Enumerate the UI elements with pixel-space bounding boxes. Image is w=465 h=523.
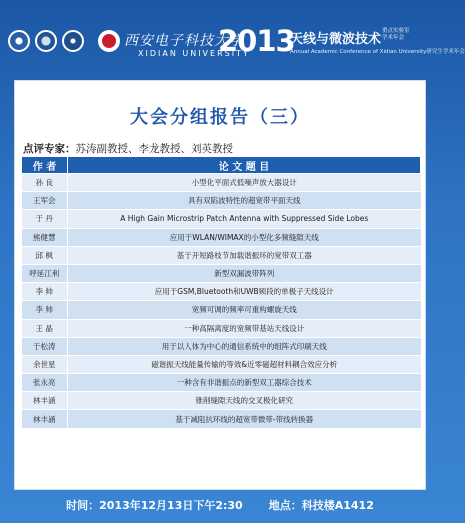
author-cell: 李 帅 [22,283,68,301]
schedule-table [21,156,421,429]
author-cell: 王军会 [22,192,68,210]
society-logo-icon [8,30,30,52]
conference-year: 2013 [218,24,295,58]
author-cell: 王 晶 [22,319,68,337]
conference-title-en: Annual Academic Conference of Xidian University研究生学术年会 [290,49,465,55]
author-column-header: 作 者 [22,157,68,174]
event-time: 时间：2013年12月13日下午2:30 [66,499,243,512]
table-row [22,192,421,210]
author-cell: 于松涛 [22,337,68,355]
reviewers-line [23,141,233,156]
author-cell: 余世星 [22,355,68,373]
paper-title-cell: 宽频可调的频率可重构螺旋天线 [68,301,421,319]
title-column-header: 论 文 题 目 [68,157,421,174]
schedule-panel [14,80,426,490]
header-banner [0,0,465,72]
table-row [22,283,421,301]
table-row [22,228,421,246]
paper-title-cell: 磁谐振天线能量传输的等效&近零磁超材料耦合效应分析 [68,355,421,373]
table-row [22,319,421,337]
author-cell: 于 丹 [22,210,68,228]
paper-title-cell: 具有双陷波特性的超宽带平面天线 [68,192,421,210]
table-row [22,392,421,410]
paper-title-cell: 用于以人体为中心的通信系统中的组阵式印刷天线 [68,337,421,355]
table-row [22,410,421,428]
table-row [22,355,421,373]
paper-title-cell: 新型双漏波带阵列 [68,264,421,282]
table-header-row [22,157,421,174]
author-cell: 邱 枫 [22,246,68,264]
paper-title-cell: 一种含有非谐振点的新型双工器综合技术 [68,374,421,392]
paper-title-cell: 锥削缝隙天线的交叉极化研究 [68,392,421,410]
table-row [22,337,421,355]
university-name-en: XIDIAN UNIVERSITY [138,49,250,58]
reviewers-names: 苏涛副教授、李龙教授、刘英教授 [75,143,233,155]
event-location: 地点：科技楼A1412 [268,499,374,512]
table-row [22,374,421,392]
author-cell: 熊健慧 [22,228,68,246]
table-row [22,210,421,228]
author-cell: 呼延江利 [22,264,68,282]
author-cell: 林丰涵 [22,392,68,410]
paper-title-cell: 应用于GSM,Bluetooth和UWB频段的单极子天线设计 [68,283,421,301]
conference-subtitle-line: 重点实验室 [382,28,410,34]
conference-subtitle-line: 学术年会 [382,34,405,41]
paper-title-cell: A High Gain Microstrip Patch Antenna with Suppressed Side Lobes [68,210,421,228]
paper-title-cell: 基于开短路枝节加载谐振环的宽带双工器 [68,246,421,264]
table-row [22,301,421,319]
paper-title-cell: 一种高隔离度的宽频带基站天线设计 [68,319,421,337]
lab-logo-icon [35,30,57,52]
university-name-cn: 西安电子科技大学 [124,33,244,49]
association-logo-icon [62,30,84,52]
table-row [22,246,421,264]
author-cell: 张永亮 [22,374,68,392]
event-info [0,497,440,513]
author-cell: 孙 良 [22,174,68,192]
table-row [22,264,421,282]
paper-title-cell: 基于减阻抗环线的超宽带微带-带线转换器 [68,410,421,428]
conference-subtitle [382,28,410,41]
university-emblem-icon [98,30,120,52]
paper-title-cell: 小型化平面式低噪声放大器设计 [68,174,421,192]
paper-title-cell: 应用于WLAN/WIMAX的小型化多频缝隙天线 [68,228,421,246]
page-title: 大会分组报告（三） [130,107,310,128]
author-cell: 林丰涵 [22,410,68,428]
table-row [22,174,421,192]
conference-title: 天线与微波技术 [290,32,382,47]
reviewers-label: 点评专家： [23,143,76,155]
author-cell: 李 帅 [22,301,68,319]
